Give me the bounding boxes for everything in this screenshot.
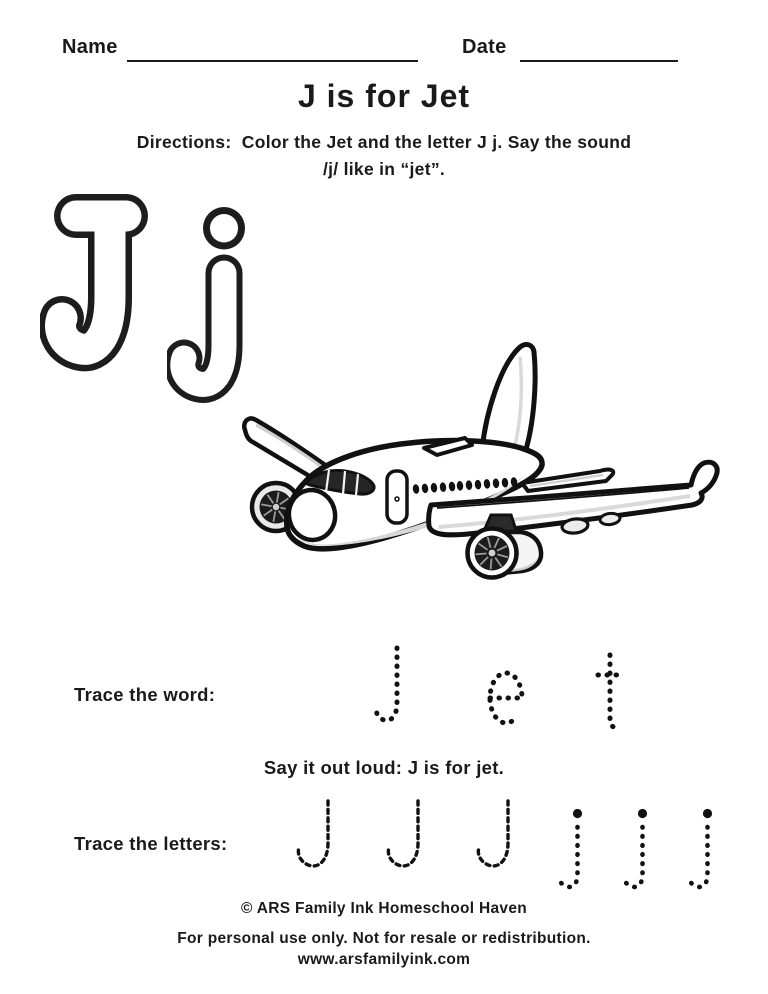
trace-letters-label: Trace the letters: [74, 833, 228, 854]
cabin-door [387, 471, 407, 523]
trace-letter-lowercase-j-1 [555, 806, 587, 894]
footer-copyright: © ARS Family Ink Homeschool Haven [240, 900, 528, 917]
date-blank-line [520, 60, 678, 62]
trace-letter-lowercase-j-3 [685, 806, 717, 894]
trace-word-label: Trace the word: [74, 684, 216, 705]
bubble-letter-uppercase-J [40, 191, 148, 383]
trace-letter-uppercase-J-1 [290, 797, 336, 877]
trace-word-letter-e [486, 668, 526, 728]
trace-word-letter-t [595, 651, 623, 733]
footer-usage-notice: For personal use only. Not for resale or redistribution. [177, 930, 591, 947]
date-label: Date [462, 36, 507, 58]
trace-word-letter-J [372, 643, 404, 731]
trace-letter-uppercase-J-3 [470, 797, 516, 877]
name-blank-line [127, 60, 418, 62]
trace-letter-lowercase-j-2 [620, 806, 652, 894]
jet-illustration [225, 335, 745, 597]
trace-letter-uppercase-J-2 [380, 797, 426, 877]
name-label: Name [62, 36, 118, 58]
flap-fairing-2 [599, 512, 620, 525]
say-it-out-loud-line: Say it out loud: J is for jet. [263, 757, 505, 778]
directions-line-1: Directions: Color the Jet and the letter J j. Say the sound [136, 132, 632, 152]
footer-website: www.arsfamilyink.com [297, 951, 471, 968]
directions-line-2: /j/ like in “jet”. [322, 159, 446, 179]
page-title: J is for Jet [297, 78, 471, 114]
